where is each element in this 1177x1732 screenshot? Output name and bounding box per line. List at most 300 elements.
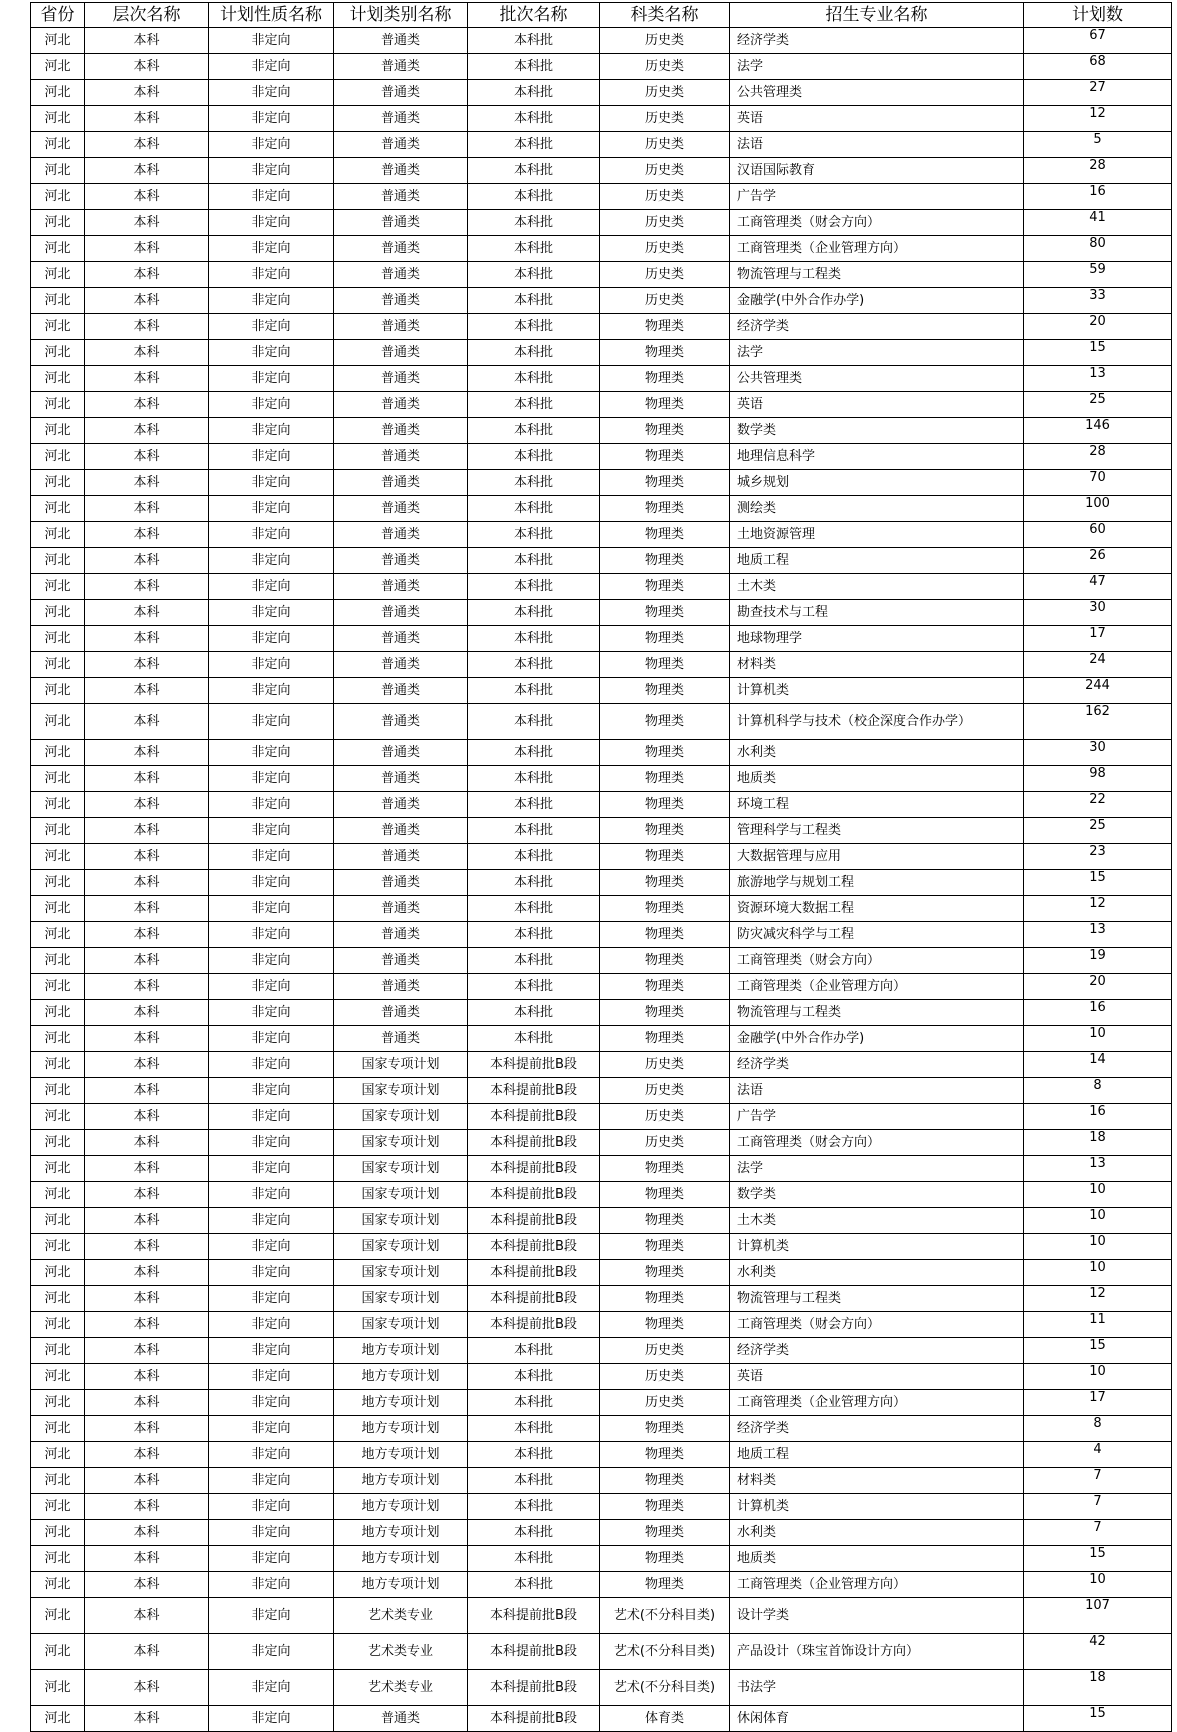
- batch-cell: 本科批: [468, 522, 600, 548]
- province-cell: 河北: [31, 1416, 85, 1442]
- batch-cell: 本科提前批B段: [468, 1182, 600, 1208]
- plan-category-cell: 普通类: [334, 548, 468, 574]
- plan-count-cell: 13: [1024, 366, 1172, 392]
- batch-cell: 本科批: [468, 366, 600, 392]
- major-cell: 经济学类: [730, 1416, 1024, 1442]
- subject-category-cell: 物理类: [600, 1572, 730, 1598]
- plan-count-cell: 16: [1024, 184, 1172, 210]
- table-row: [31, 392, 1172, 418]
- major-cell: 土地资源管理: [730, 522, 1024, 548]
- table-row: [31, 1634, 1172, 1670]
- batch-cell: 本科批: [468, 974, 600, 1000]
- batch-cell: 本科批: [468, 288, 600, 314]
- plan-count-cell: 18: [1024, 1130, 1172, 1156]
- province-cell: 河北: [31, 1286, 85, 1312]
- plan-category-cell: 艺术类专业: [334, 1670, 468, 1706]
- level-cell: 本科: [85, 340, 209, 366]
- major-cell: 公共管理类: [730, 366, 1024, 392]
- table-row: [31, 1000, 1172, 1026]
- major-cell: 工商管理类（企业管理方向）: [730, 1390, 1024, 1416]
- batch-cell: 本科批: [468, 1494, 600, 1520]
- plan-category-cell: 普通类: [334, 80, 468, 106]
- plan-category-cell: 普通类: [334, 366, 468, 392]
- batch-cell: 本科批: [468, 652, 600, 678]
- subject-category-cell: 物理类: [600, 626, 730, 652]
- batch-cell: 本科批: [468, 1572, 600, 1598]
- major-cell: 材料类: [730, 1468, 1024, 1494]
- subject-category-cell: 物理类: [600, 366, 730, 392]
- major-cell: 法语: [730, 1078, 1024, 1104]
- province-cell: 河北: [31, 262, 85, 288]
- header-plan-count: 计划数: [1024, 3, 1172, 28]
- batch-cell: 本科提前批B段: [468, 1156, 600, 1182]
- table-row: [31, 870, 1172, 896]
- province-cell: 河北: [31, 870, 85, 896]
- province-cell: 河北: [31, 340, 85, 366]
- subject-category-cell: 物理类: [600, 1000, 730, 1026]
- major-cell: 材料类: [730, 652, 1024, 678]
- plan-count-cell: 13: [1024, 1156, 1172, 1182]
- table-row: [31, 1706, 1172, 1732]
- level-cell: 本科: [85, 1364, 209, 1390]
- plan-category-cell: 国家专项计划: [334, 1130, 468, 1156]
- plan-category-cell: 普通类: [334, 626, 468, 652]
- province-cell: 河北: [31, 704, 85, 740]
- major-cell: 水利类: [730, 1520, 1024, 1546]
- plan-category-cell: 普通类: [334, 896, 468, 922]
- major-cell: 工商管理类（财会方向）: [730, 948, 1024, 974]
- plan-nature-cell: 非定向: [209, 262, 334, 288]
- level-cell: 本科: [85, 54, 209, 80]
- province-cell: 河北: [31, 600, 85, 626]
- major-cell: 计算机类: [730, 1494, 1024, 1520]
- plan-nature-cell: 非定向: [209, 1338, 334, 1364]
- province-cell: 河北: [31, 740, 85, 766]
- table-row: [31, 80, 1172, 106]
- table-row: [31, 184, 1172, 210]
- plan-count-cell: 12: [1024, 896, 1172, 922]
- level-cell: 本科: [85, 444, 209, 470]
- subject-category-cell: 历史类: [600, 1338, 730, 1364]
- plan-category-cell: 国家专项计划: [334, 1078, 468, 1104]
- major-cell: 金融学(中外合作办学): [730, 1026, 1024, 1052]
- plan-count-cell: 15: [1024, 870, 1172, 896]
- plan-category-cell: 普通类: [334, 818, 468, 844]
- province-cell: 河北: [31, 1520, 85, 1546]
- level-cell: 本科: [85, 1130, 209, 1156]
- level-cell: 本科: [85, 792, 209, 818]
- plan-category-cell: 普通类: [334, 28, 468, 54]
- plan-category-cell: 普通类: [334, 444, 468, 470]
- province-cell: 河北: [31, 1706, 85, 1732]
- table-row: [31, 418, 1172, 444]
- batch-cell: 本科批: [468, 184, 600, 210]
- level-cell: 本科: [85, 844, 209, 870]
- subject-category-cell: 物理类: [600, 948, 730, 974]
- table-row: [31, 106, 1172, 132]
- plan-nature-cell: 非定向: [209, 132, 334, 158]
- subject-category-cell: 物理类: [600, 496, 730, 522]
- level-cell: 本科: [85, 1572, 209, 1598]
- table-row: [31, 1494, 1172, 1520]
- table-row: [31, 28, 1172, 54]
- level-cell: 本科: [85, 262, 209, 288]
- subject-category-cell: 历史类: [600, 1078, 730, 1104]
- plan-count-cell: 16: [1024, 1104, 1172, 1130]
- level-cell: 本科: [85, 600, 209, 626]
- subject-category-cell: 物理类: [600, 766, 730, 792]
- table-row: [31, 922, 1172, 948]
- subject-category-cell: 物理类: [600, 1234, 730, 1260]
- subject-category-cell: 体育类: [600, 1706, 730, 1732]
- table-row: [31, 1104, 1172, 1130]
- batch-cell: 本科批: [468, 600, 600, 626]
- batch-cell: 本科批: [468, 314, 600, 340]
- province-cell: 河北: [31, 132, 85, 158]
- level-cell: 本科: [85, 1026, 209, 1052]
- plan-count-cell: 24: [1024, 652, 1172, 678]
- level-cell: 本科: [85, 1078, 209, 1104]
- level-cell: 本科: [85, 1416, 209, 1442]
- major-cell: 产品设计（珠宝首饰设计方向）: [730, 1634, 1024, 1670]
- province-cell: 河北: [31, 236, 85, 262]
- major-cell: 地质工程: [730, 1442, 1024, 1468]
- subject-category-cell: 物理类: [600, 1286, 730, 1312]
- batch-cell: 本科提前批B段: [468, 1208, 600, 1234]
- plan-count-cell: 25: [1024, 392, 1172, 418]
- subject-category-cell: 物理类: [600, 844, 730, 870]
- plan-nature-cell: 非定向: [209, 444, 334, 470]
- plan-count-cell: 22: [1024, 792, 1172, 818]
- batch-cell: 本科批: [468, 496, 600, 522]
- plan-category-cell: 普通类: [334, 870, 468, 896]
- subject-category-cell: 物理类: [600, 574, 730, 600]
- plan-count-cell: 16: [1024, 1000, 1172, 1026]
- plan-nature-cell: 非定向: [209, 1286, 334, 1312]
- plan-category-cell: 普通类: [334, 652, 468, 678]
- subject-category-cell: 物理类: [600, 444, 730, 470]
- province-cell: 河北: [31, 896, 85, 922]
- subject-category-cell: 物理类: [600, 418, 730, 444]
- level-cell: 本科: [85, 1312, 209, 1338]
- major-cell: 休闲体育: [730, 1706, 1024, 1732]
- level-cell: 本科: [85, 1286, 209, 1312]
- province-cell: 河北: [31, 444, 85, 470]
- header-batch: 批次名称: [468, 3, 600, 28]
- major-cell: 法学: [730, 54, 1024, 80]
- batch-cell: 本科批: [468, 106, 600, 132]
- level-cell: 本科: [85, 652, 209, 678]
- table-row: [31, 704, 1172, 740]
- plan-category-cell: 国家专项计划: [334, 1286, 468, 1312]
- table-row: [31, 1468, 1172, 1494]
- subject-category-cell: 历史类: [600, 28, 730, 54]
- plan-category-cell: 普通类: [334, 948, 468, 974]
- table-row: [31, 1572, 1172, 1598]
- subject-category-cell: 艺术(不分科目类): [600, 1634, 730, 1670]
- plan-count-cell: 10: [1024, 1260, 1172, 1286]
- plan-category-cell: 普通类: [334, 158, 468, 184]
- level-cell: 本科: [85, 818, 209, 844]
- plan-category-cell: 普通类: [334, 314, 468, 340]
- plan-count-cell: 20: [1024, 314, 1172, 340]
- level-cell: 本科: [85, 1520, 209, 1546]
- level-cell: 本科: [85, 392, 209, 418]
- province-cell: 河北: [31, 1052, 85, 1078]
- plan-category-cell: 普通类: [334, 574, 468, 600]
- major-cell: 设计学类: [730, 1598, 1024, 1634]
- plan-nature-cell: 非定向: [209, 1670, 334, 1706]
- plan-count-cell: 11: [1024, 1312, 1172, 1338]
- province-cell: 河北: [31, 922, 85, 948]
- level-cell: 本科: [85, 896, 209, 922]
- major-cell: 测绘类: [730, 496, 1024, 522]
- province-cell: 河北: [31, 1572, 85, 1598]
- plan-count-cell: 25: [1024, 818, 1172, 844]
- plan-category-cell: 地方专项计划: [334, 1494, 468, 1520]
- level-cell: 本科: [85, 974, 209, 1000]
- subject-category-cell: 物理类: [600, 704, 730, 740]
- plan-category-cell: 普通类: [334, 522, 468, 548]
- table-row: [31, 974, 1172, 1000]
- plan-category-cell: 普通类: [334, 844, 468, 870]
- plan-count-cell: 10: [1024, 1364, 1172, 1390]
- province-cell: 河北: [31, 184, 85, 210]
- batch-cell: 本科批: [468, 262, 600, 288]
- province-cell: 河北: [31, 948, 85, 974]
- province-cell: 河北: [31, 210, 85, 236]
- subject-category-cell: 艺术(不分科目类): [600, 1598, 730, 1634]
- subject-category-cell: 物理类: [600, 818, 730, 844]
- plan-nature-cell: 非定向: [209, 1130, 334, 1156]
- level-cell: 本科: [85, 1468, 209, 1494]
- plan-nature-cell: 非定向: [209, 1494, 334, 1520]
- plan-category-cell: 国家专项计划: [334, 1312, 468, 1338]
- batch-cell: 本科批: [468, 818, 600, 844]
- table-row: [31, 54, 1172, 80]
- batch-cell: 本科批: [468, 1416, 600, 1442]
- plan-nature-cell: 非定向: [209, 974, 334, 1000]
- level-cell: 本科: [85, 288, 209, 314]
- level-cell: 本科: [85, 548, 209, 574]
- plan-count-cell: 13: [1024, 922, 1172, 948]
- table-row: [31, 158, 1172, 184]
- plan-category-cell: 地方专项计划: [334, 1390, 468, 1416]
- table-row: [31, 1338, 1172, 1364]
- province-cell: 河北: [31, 54, 85, 80]
- plan-category-cell: 普通类: [334, 236, 468, 262]
- level-cell: 本科: [85, 1052, 209, 1078]
- plan-category-cell: 普通类: [334, 792, 468, 818]
- level-cell: 本科: [85, 678, 209, 704]
- plan-nature-cell: 非定向: [209, 574, 334, 600]
- level-cell: 本科: [85, 1208, 209, 1234]
- plan-nature-cell: 非定向: [209, 1416, 334, 1442]
- province-cell: 河北: [31, 1130, 85, 1156]
- batch-cell: 本科提前批B段: [468, 1078, 600, 1104]
- plan-count-cell: 7: [1024, 1520, 1172, 1546]
- batch-cell: 本科批: [468, 392, 600, 418]
- plan-category-cell: 普通类: [334, 922, 468, 948]
- major-cell: 数学类: [730, 418, 1024, 444]
- plan-nature-cell: 非定向: [209, 844, 334, 870]
- header-plan-nature: 计划性质名称: [209, 3, 334, 28]
- table-row: [31, 1286, 1172, 1312]
- plan-category-cell: 普通类: [334, 392, 468, 418]
- batch-cell: 本科批: [468, 548, 600, 574]
- plan-category-cell: 艺术类专业: [334, 1598, 468, 1634]
- plan-nature-cell: 非定向: [209, 106, 334, 132]
- plan-category-cell: 普通类: [334, 262, 468, 288]
- level-cell: 本科: [85, 28, 209, 54]
- plan-category-cell: 普通类: [334, 704, 468, 740]
- subject-category-cell: 物理类: [600, 1494, 730, 1520]
- level-cell: 本科: [85, 626, 209, 652]
- plan-count-cell: 68: [1024, 54, 1172, 80]
- subject-category-cell: 物理类: [600, 740, 730, 766]
- batch-cell: 本科批: [468, 1000, 600, 1026]
- plan-category-cell: 国家专项计划: [334, 1156, 468, 1182]
- table-row: [31, 1130, 1172, 1156]
- plan-nature-cell: 非定向: [209, 626, 334, 652]
- plan-count-cell: 28: [1024, 158, 1172, 184]
- province-cell: 河北: [31, 1208, 85, 1234]
- table-row: [31, 132, 1172, 158]
- plan-nature-cell: 非定向: [209, 1546, 334, 1572]
- province-cell: 河北: [31, 818, 85, 844]
- plan-nature-cell: 非定向: [209, 678, 334, 704]
- province-cell: 河北: [31, 288, 85, 314]
- level-cell: 本科: [85, 366, 209, 392]
- level-cell: 本科: [85, 106, 209, 132]
- table-row: [31, 818, 1172, 844]
- province-cell: 河北: [31, 496, 85, 522]
- level-cell: 本科: [85, 80, 209, 106]
- plan-count-cell: 47: [1024, 574, 1172, 600]
- plan-count-cell: 19: [1024, 948, 1172, 974]
- batch-cell: 本科批: [468, 1026, 600, 1052]
- plan-nature-cell: 非定向: [209, 28, 334, 54]
- subject-category-cell: 物理类: [600, 1156, 730, 1182]
- plan-count-cell: 12: [1024, 1286, 1172, 1312]
- level-cell: 本科: [85, 948, 209, 974]
- plan-count-cell: 15: [1024, 340, 1172, 366]
- major-cell: 城乡规划: [730, 470, 1024, 496]
- major-cell: 土木类: [730, 1208, 1024, 1234]
- major-cell: 广告学: [730, 184, 1024, 210]
- batch-cell: 本科批: [468, 1390, 600, 1416]
- plan-count-cell: 8: [1024, 1416, 1172, 1442]
- province-cell: 河北: [31, 1598, 85, 1634]
- major-cell: 物流管理与工程类: [730, 1286, 1024, 1312]
- subject-category-cell: 历史类: [600, 132, 730, 158]
- subject-category-cell: 物理类: [600, 1208, 730, 1234]
- plan-category-cell: 普通类: [334, 740, 468, 766]
- major-cell: 英语: [730, 106, 1024, 132]
- subject-category-cell: 物理类: [600, 548, 730, 574]
- plan-nature-cell: 非定向: [209, 600, 334, 626]
- level-cell: 本科: [85, 184, 209, 210]
- level-cell: 本科: [85, 132, 209, 158]
- subject-category-cell: 历史类: [600, 1104, 730, 1130]
- table-row: [31, 1546, 1172, 1572]
- level-cell: 本科: [85, 574, 209, 600]
- batch-cell: 本科批: [468, 740, 600, 766]
- plan-count-cell: 10: [1024, 1234, 1172, 1260]
- plan-category-cell: 普通类: [334, 288, 468, 314]
- subject-category-cell: 物理类: [600, 792, 730, 818]
- subject-category-cell: 历史类: [600, 1390, 730, 1416]
- level-cell: 本科: [85, 704, 209, 740]
- batch-cell: 本科提前批B段: [468, 1634, 600, 1670]
- plan-category-cell: 普通类: [334, 496, 468, 522]
- major-cell: 地理信息科学: [730, 444, 1024, 470]
- province-cell: 河北: [31, 1364, 85, 1390]
- plan-nature-cell: 非定向: [209, 392, 334, 418]
- level-cell: 本科: [85, 1390, 209, 1416]
- plan-category-cell: 国家专项计划: [334, 1208, 468, 1234]
- plan-nature-cell: 非定向: [209, 1156, 334, 1182]
- plan-category-cell: 普通类: [334, 132, 468, 158]
- table-row: [31, 1052, 1172, 1078]
- plan-category-cell: 普通类: [334, 106, 468, 132]
- level-cell: 本科: [85, 1338, 209, 1364]
- batch-cell: 本科批: [468, 922, 600, 948]
- plan-category-cell: 地方专项计划: [334, 1468, 468, 1494]
- subject-category-cell: 物理类: [600, 678, 730, 704]
- major-cell: 土木类: [730, 574, 1024, 600]
- table-row: [31, 1520, 1172, 1546]
- subject-category-cell: 物理类: [600, 1520, 730, 1546]
- major-cell: 数学类: [730, 1182, 1024, 1208]
- table-row: [31, 1312, 1172, 1338]
- table-row: [31, 1364, 1172, 1390]
- province-cell: 河北: [31, 80, 85, 106]
- plan-category-cell: 普通类: [334, 418, 468, 444]
- major-cell: 工商管理类（企业管理方向）: [730, 236, 1024, 262]
- level-cell: 本科: [85, 1156, 209, 1182]
- province-cell: 河北: [31, 678, 85, 704]
- batch-cell: 本科提前批B段: [468, 1260, 600, 1286]
- province-cell: 河北: [31, 766, 85, 792]
- province-cell: 河北: [31, 106, 85, 132]
- table-row: [31, 496, 1172, 522]
- level-cell: 本科: [85, 922, 209, 948]
- subject-category-cell: 历史类: [600, 236, 730, 262]
- header-province: 省份: [31, 3, 85, 28]
- plan-count-cell: 30: [1024, 600, 1172, 626]
- plan-category-cell: 普通类: [334, 678, 468, 704]
- plan-category-cell: 国家专项计划: [334, 1182, 468, 1208]
- subject-category-cell: 物理类: [600, 922, 730, 948]
- plan-count-cell: 18: [1024, 1670, 1172, 1706]
- table-row: [31, 210, 1172, 236]
- major-cell: 物流管理与工程类: [730, 262, 1024, 288]
- subject-category-cell: 历史类: [600, 262, 730, 288]
- batch-cell: 本科批: [468, 678, 600, 704]
- level-cell: 本科: [85, 1546, 209, 1572]
- subject-category-cell: 物理类: [600, 974, 730, 1000]
- subject-category-cell: 物理类: [600, 1442, 730, 1468]
- plan-count-cell: 17: [1024, 626, 1172, 652]
- province-cell: 河北: [31, 1312, 85, 1338]
- subject-category-cell: 历史类: [600, 158, 730, 184]
- level-cell: 本科: [85, 522, 209, 548]
- batch-cell: 本科批: [468, 1338, 600, 1364]
- province-cell: 河北: [31, 418, 85, 444]
- table-row: [31, 740, 1172, 766]
- major-cell: 计算机科学与技术（校企深度合作办学）: [730, 704, 1024, 740]
